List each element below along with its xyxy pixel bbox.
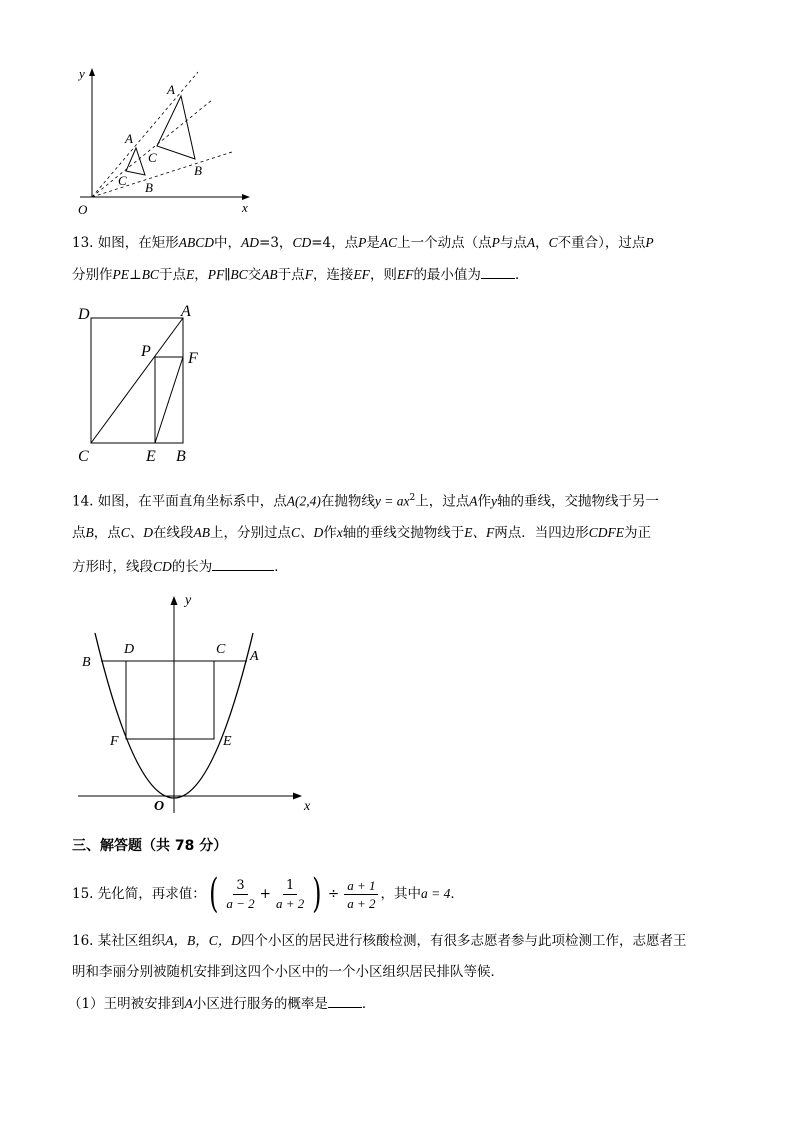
- figure-parabola: [70, 588, 320, 818]
- text: 方形时，线段: [72, 559, 153, 575]
- text: 于点: [158, 267, 186, 283]
- label-d: D: [78, 306, 90, 323]
- right-paren: ): [312, 871, 322, 917]
- diagonal-ac: [91, 318, 183, 443]
- figure-similar-triangles: [70, 62, 260, 222]
- text: 是: [366, 235, 380, 251]
- x-axis-arrow: [293, 793, 302, 800]
- math-ab: AB: [261, 267, 278, 282]
- text: ．: [361, 996, 376, 1012]
- math-p: P: [645, 235, 654, 250]
- text: 为正: [624, 525, 652, 541]
- text: 某社区组织: [97, 933, 166, 949]
- math-abcd: ABCD: [178, 235, 215, 250]
- text: ，则: [369, 267, 397, 283]
- y-axis-arrow: [171, 596, 178, 605]
- math-a: A: [469, 493, 478, 509]
- text: 如图，在平面直角坐标系中，点: [97, 493, 287, 510]
- big-triangle: [157, 96, 195, 159]
- label-a: A: [250, 649, 259, 664]
- text: 作: [477, 493, 491, 510]
- text: 交: [247, 267, 262, 283]
- numerator: a + 1: [344, 878, 378, 895]
- math-c-d: C、D: [120, 525, 154, 540]
- question-13-line-2: [72, 264, 528, 285]
- left-paren: (: [208, 871, 219, 917]
- label-f: F: [110, 734, 119, 749]
- fraction-1: [223, 878, 257, 911]
- question-16-line-1: [72, 931, 687, 951]
- text: 小区进行服务的概率是: [192, 996, 328, 1012]
- math-pf-parallel-bc: PF∥BC: [207, 267, 248, 282]
- text: ，点: [93, 525, 121, 541]
- question-number: 14.: [72, 493, 94, 510]
- label-small-b: B: [145, 180, 153, 195]
- segment-ef: [155, 357, 183, 443]
- section-heading: 三、解答题（共 78 分）: [72, 838, 228, 854]
- math-a: A: [526, 235, 536, 250]
- question-number: 13.: [72, 235, 94, 251]
- text: 轴的垂线交抛物线于: [342, 525, 465, 541]
- text: 上，分别过点: [210, 525, 292, 541]
- text: 的长为: [171, 559, 213, 575]
- denominator: a − 2: [226, 895, 255, 911]
- text: 不重合），过点: [557, 235, 646, 251]
- text: 分别作: [72, 267, 113, 283]
- label-y: y: [79, 66, 85, 81]
- fraction-2: [273, 878, 307, 911]
- answer-blank[interactable]: [481, 264, 515, 279]
- label-f: F: [188, 350, 198, 367]
- math-a: A: [184, 996, 193, 1011]
- y-axis-arrow: [89, 68, 95, 76]
- text: 轴的垂线，交抛物线于另一: [496, 493, 659, 510]
- text: 点: [72, 525, 86, 541]
- math-b: B: [85, 525, 94, 540]
- text: ，其中: [380, 886, 421, 902]
- text: 在抛物线: [320, 493, 375, 510]
- text: ．: [450, 886, 464, 902]
- text: 先化简，再求值：: [97, 886, 206, 902]
- square-cdfe: [126, 661, 214, 739]
- label-o: O: [154, 799, 165, 814]
- text: ，: [535, 235, 549, 251]
- denominator: a + 2: [275, 895, 305, 911]
- question-14-line-1: [72, 488, 659, 512]
- label-small-c: C: [118, 173, 127, 188]
- operator: +: [259, 886, 271, 902]
- question-number: 16.: [72, 933, 94, 949]
- operator: ÷: [327, 886, 340, 902]
- label-p: P: [141, 343, 151, 360]
- text: 中，: [214, 235, 242, 251]
- text: ．: [514, 267, 529, 283]
- text: 上一个动点（点: [397, 235, 492, 251]
- question-16-part-1: [68, 993, 375, 1014]
- math-f: F: [304, 267, 313, 282]
- text: 的最小值为: [413, 267, 481, 283]
- label-c: C: [216, 642, 226, 657]
- math-cd: CD: [153, 559, 172, 574]
- answer-blank[interactable]: [212, 556, 274, 571]
- label-big-c: C: [148, 150, 157, 165]
- question-14-line-2: [72, 523, 651, 543]
- math-e: E: [185, 267, 195, 282]
- label-b: B: [82, 655, 91, 670]
- fraction-3: [344, 878, 378, 911]
- label-e: E: [146, 448, 156, 465]
- math-pe-perp-bc: PE⊥BC: [112, 267, 159, 282]
- label-y: y: [185, 593, 192, 608]
- math-parabola: y = ax: [374, 493, 410, 509]
- math-ad: AD: [241, 235, 260, 250]
- label-big-b: B: [194, 163, 202, 178]
- math-abcd: A，B，C，D: [165, 933, 242, 948]
- numerator: 3: [233, 878, 247, 895]
- math-condition: a = 4: [420, 886, 451, 901]
- math-x: x: [336, 525, 343, 540]
- denominator: a + 2: [347, 895, 376, 911]
- label-o: O: [78, 202, 88, 217]
- text: 两点．当四边形: [494, 525, 589, 541]
- math-e-f: E、F: [464, 525, 495, 540]
- figure-rectangle: [74, 300, 204, 468]
- math-point-a: A(2,4): [286, 493, 321, 509]
- math-exponent: 2: [409, 493, 416, 503]
- text: （1）王明被安排到: [68, 996, 185, 1012]
- ray-a: [92, 72, 198, 197]
- question-number: 15.: [72, 886, 94, 902]
- label-a: A: [181, 303, 191, 320]
- label-x: x: [242, 200, 248, 215]
- text: 于点: [277, 267, 305, 283]
- label-e: E: [223, 734, 232, 749]
- label-b: B: [176, 448, 186, 465]
- math-ef: EF: [396, 267, 414, 282]
- label-small-a: A: [125, 131, 133, 146]
- label-d: D: [124, 642, 135, 657]
- text: ．: [274, 559, 288, 575]
- math-p: P: [491, 235, 500, 250]
- math-ab: AB: [193, 525, 211, 540]
- text: =3，: [259, 235, 293, 251]
- question-13-line-1: [72, 233, 654, 253]
- math-p: P: [358, 235, 367, 250]
- text: ，连接: [312, 267, 354, 283]
- text: 如图，在矩形: [97, 235, 179, 251]
- question-14-line-3: [72, 556, 288, 577]
- math-cdfe: CDFE: [588, 525, 625, 540]
- text: 与点: [499, 235, 527, 251]
- math-c-d: C、D: [291, 525, 324, 540]
- text: =4，点: [311, 235, 359, 251]
- text: 在线段: [153, 525, 194, 541]
- math-ac: AC: [379, 235, 398, 250]
- math-cd: CD: [292, 235, 312, 250]
- text: 上，过点: [415, 493, 470, 510]
- question-15: [72, 872, 464, 916]
- text: 作: [323, 525, 337, 541]
- label-big-a: A: [167, 82, 175, 97]
- answer-blank[interactable]: [328, 993, 362, 1008]
- question-16-line-2: 明和李丽分别被随机安排到这四个小区中的一个小区组织居民排队等候．: [72, 964, 504, 980]
- math-y: y: [490, 493, 497, 509]
- label-c: C: [78, 448, 89, 465]
- math-c: C: [548, 235, 558, 250]
- label-x: x: [304, 799, 311, 814]
- text: 四个小区的居民进行核酸检测，有很多志愿者参与此项检测工作，志愿者王: [241, 933, 687, 949]
- numerator: 1: [283, 878, 297, 895]
- ray-b: [92, 152, 232, 197]
- text: ，: [194, 267, 208, 283]
- math-ef: EF: [353, 267, 370, 282]
